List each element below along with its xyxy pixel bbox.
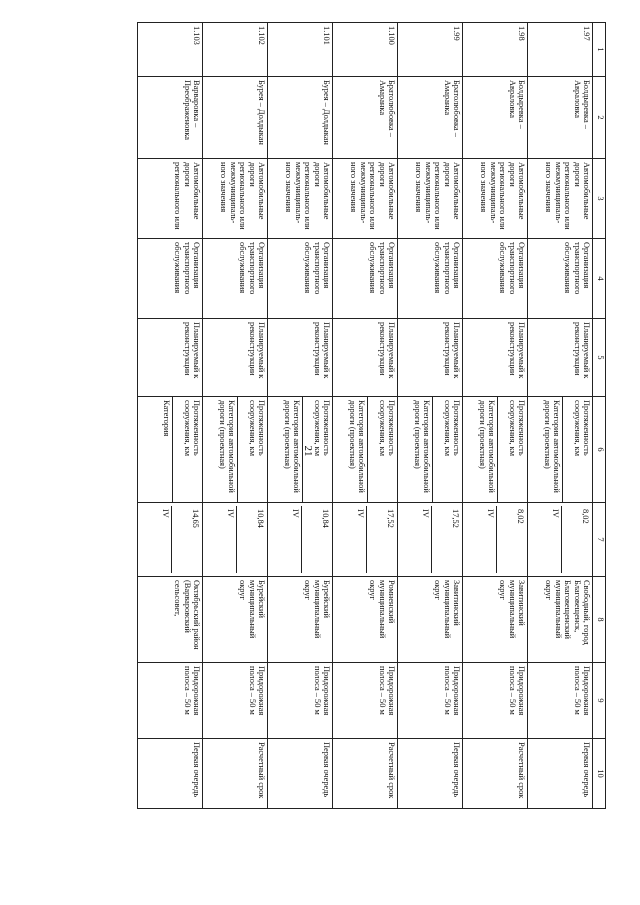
zone-cell: Придорожная полоса – 50 м (463, 663, 528, 739)
zone-cell: Придорожная полоса – 50 м (398, 663, 463, 739)
row-number-cell: 1.98 (463, 23, 528, 77)
parameter-cell (268, 397, 333, 503)
parameter-cell (463, 397, 528, 503)
object-name-cell: Братолюбовка – Амаранка (333, 77, 398, 159)
column-number-cell: 7 (593, 503, 606, 577)
row-number-cell: 1.97 (528, 23, 593, 77)
table-row (268, 23, 333, 809)
table-row (333, 23, 398, 809)
location-cell: Ромненский муниципальный округ (333, 577, 398, 663)
table-row (398, 23, 463, 809)
registry-table (137, 22, 606, 809)
parameter-value-cell-part-1: 17,52 (386, 509, 395, 528)
parameter-value-cell-part-1: 10,84 (321, 509, 330, 528)
parameter-value-cell-part-2: IV (334, 506, 367, 573)
object-purpose-cell: Организация транспортного обслуживания (203, 239, 268, 319)
zone-cell: Придорожная полоса – 50 м (138, 663, 203, 739)
parameter-value-cell-part-2: IV (204, 506, 237, 573)
object-purpose-cell: Организация транспортного обслуживания (528, 239, 593, 319)
column-number-cell: 2 (593, 77, 606, 159)
parameter-value-cell-part-1: 10,84 (256, 509, 265, 528)
object-status-cell: Планируемый к реконструкции (528, 319, 593, 397)
column-number-row (593, 23, 606, 809)
object-name-cell: Болдыревка – Авраловка (463, 77, 528, 159)
zone-cell: Придорожная полоса – 50 м (333, 663, 398, 739)
object-status-cell: Планируемый к реконструкции (203, 319, 268, 397)
parameter-value-cell-part-1: 14,65 (191, 509, 200, 528)
parameter-cell (138, 397, 203, 503)
parameter-value-cell-part-2: IV (139, 506, 172, 573)
term-cell: Расчетный срок (203, 739, 268, 809)
parameter-cell (398, 397, 463, 503)
parameter-value-cell (138, 503, 203, 577)
column-number-cell: 1 (593, 23, 606, 77)
location-cell: Бурейский муниципальный округ (203, 577, 268, 663)
object-type-cell: Автомобильные дороги регионального или межмуниципаль-ного значения (333, 159, 398, 239)
parameter-cell-part-2: Категория автомобильной дороги (проектная) (528, 397, 563, 502)
term-cell: Первая очередь (528, 739, 593, 809)
location-cell: Октябрьский район (Варваровский сельсовет, (138, 577, 203, 663)
location-cell: Завитинский муниципальный округ (398, 577, 463, 663)
parameter-cell-part-1: Протяженность сооружения, км (247, 400, 266, 457)
column-number-cell: 3 (593, 159, 606, 239)
object-purpose-cell: Организация транспортного обслуживания (398, 239, 463, 319)
parameter-value-cell-part-1: 8,02 (516, 509, 525, 524)
column-number-cell: 4 (593, 239, 606, 319)
object-status-cell: Планируемый к реконструкции (268, 319, 333, 397)
object-name-cell: Братолюбовка – Амаранка (398, 77, 463, 159)
parameter-value-cell-part-2: IV (269, 506, 302, 573)
parameter-cell-part-2: Категория автомобильной дороги (проектная) (333, 397, 368, 502)
object-status-cell: Планируемый к реконструкции (138, 319, 203, 397)
term-cell: Расчетный срок (463, 739, 528, 809)
parameter-cell-part-1: Протяженность сооружения, км (182, 400, 201, 457)
location-cell: Бурейский муниципальный округ (268, 577, 333, 663)
parameter-cell-part-2: Категория автомобильной дороги (проектная) (203, 397, 238, 502)
rotated-table-container (20, 22, 620, 882)
parameter-value-cell-part-2: IV (529, 506, 562, 573)
object-purpose-cell: Организация транспортного обслуживания (138, 239, 203, 319)
parameter-value-cell (463, 503, 528, 577)
parameter-value-cell (203, 503, 268, 577)
object-purpose-cell: Организация транспортного обслуживания (268, 239, 333, 319)
column-number-cell: 9 (593, 663, 606, 739)
column-number-cell: 8 (593, 577, 606, 663)
object-type-cell: Автомобильные дороги регионального или межмуниципаль-ного значения (398, 159, 463, 239)
zone-cell: Придорожная полоса – 50 м (528, 663, 593, 739)
parameter-cell-part-2: Категория автомобильной дороги (проектная) (463, 397, 498, 502)
parameter-value-cell-part-1: 17,52 (451, 509, 460, 528)
parameter-cell-part-1: Протяженность сооружения, км (572, 400, 591, 457)
term-cell: Первая очередь (398, 739, 463, 809)
term-cell: Первая очередь (138, 739, 203, 809)
row-number-cell: 1.103 (138, 23, 203, 77)
location-cell: Завитинский муниципальный округ (463, 577, 528, 663)
parameter-value-cell-part-2: IV (399, 506, 432, 573)
row-number-cell: 1.100 (333, 23, 398, 77)
parameter-cell-part-2: Категория (138, 397, 173, 502)
table-rotation-frame (20, 22, 620, 882)
row-number-cell: 1.99 (398, 23, 463, 77)
page-number: 21 (302, 445, 314, 457)
parameter-cell-part-1: Протяженность сооружения, км (507, 400, 526, 457)
object-name-cell: Бoлдырeвкa – Авраловка (528, 77, 593, 159)
parameter-cell-part-1: Протяженность сооружения, км (312, 400, 331, 457)
table-row (138, 23, 203, 809)
object-status-cell: Планируемый к реконструкции (333, 319, 398, 397)
column-number-cell: 10 (593, 739, 606, 809)
term-cell: Первая очередь (268, 739, 333, 809)
parameter-cell (333, 397, 398, 503)
object-name-cell: Варваровка – Преображеновка (138, 77, 203, 159)
object-purpose-cell: Организация транспортного обслуживания (463, 239, 528, 319)
parameter-value-cell (333, 503, 398, 577)
zone-cell: Придорожная полоса – 50 м (203, 663, 268, 739)
parameter-value-cell (268, 503, 333, 577)
object-type-cell: Автомобильные дороги регионального или межмуниципаль-ного значения (268, 159, 333, 239)
table-row (528, 23, 593, 809)
parameter-value-cell-part-2: IV (464, 506, 497, 573)
object-type-cell: Автомобильные дороги регионального или межмуниципаль-ного значения (203, 159, 268, 239)
parameter-value-cell (528, 503, 593, 577)
location-cell: Свободный, город Благовещенск, Благовещенский муниципальный округ (528, 577, 593, 663)
table-row (203, 23, 268, 809)
column-number-cell: 6 (593, 397, 606, 503)
object-type-cell: Автомобильные дороги регионального или (138, 159, 203, 239)
object-status-cell: Планируемый к реконструкции (463, 319, 528, 397)
parameter-value-cell (398, 503, 463, 577)
parameter-value-cell-part-1: 8,02 (581, 509, 590, 524)
parameter-cell-part-2: Категория автомобильной дороги (проектная) (398, 397, 433, 502)
zone-cell: Придорожная полоса – 50 м (268, 663, 333, 739)
object-type-cell: Автомобильные дороги регионального или межмуниципаль-ного значения (463, 159, 528, 239)
parameter-cell-part-2: Категория автомобильной дороги (проектная) (268, 397, 303, 502)
object-name-cell: Бурея – Долдыкан (203, 77, 268, 159)
term-cell: Расчетный срок (333, 739, 398, 809)
parameter-cell-part-1: Протяженность сооружения, км (442, 400, 461, 457)
object-status-cell: Планируемый к реконструкции (398, 319, 463, 397)
parameter-cell (528, 397, 593, 503)
parameter-cell-part-1: Протяженность сооружения, км (377, 400, 396, 457)
object-type-cell: Автомобильные дороги регионального или межмуниципаль-ного значения (528, 159, 593, 239)
row-number-cell: 1.101 (268, 23, 333, 77)
parameter-cell (203, 397, 268, 503)
object-purpose-cell: Организация транспортного обслуживания (333, 239, 398, 319)
table-row (463, 23, 528, 809)
column-number-cell: 5 (593, 319, 606, 397)
object-name-cell: Бурея – Долдыкан (268, 77, 333, 159)
row-number-cell: 1.102 (203, 23, 268, 77)
